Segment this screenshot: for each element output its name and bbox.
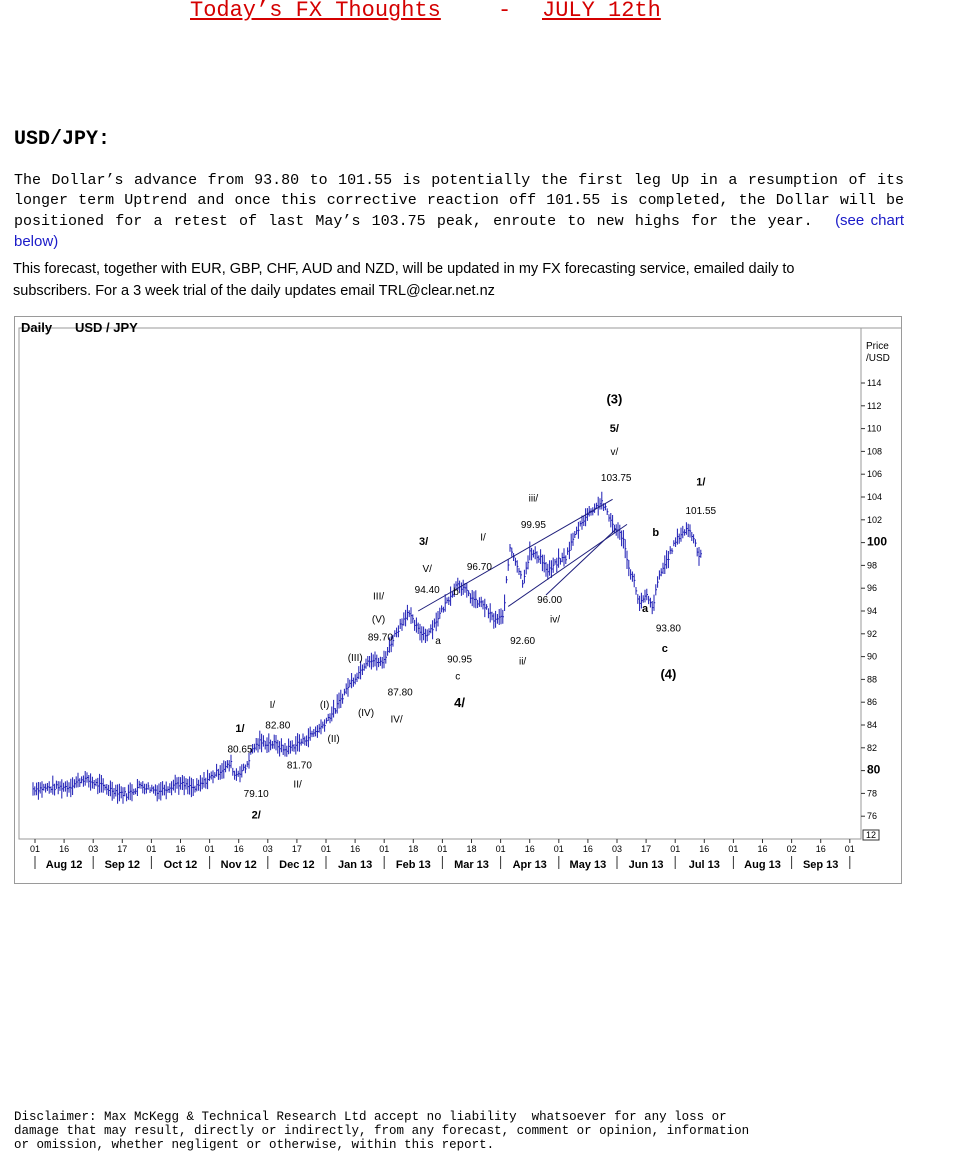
wave-annotation: 94.40 — [414, 584, 440, 596]
y-tick-label: 94 — [867, 606, 878, 616]
analysis-text: The Dollar’s advance from 93.80 to 101.55 is potentially the first leg Up in a resumption of its longer term Uptrend and once this corrective reaction off 101.55 is completed, the Dollar will be positioned for a retest of last May’s 103.75 peak, enroute to new highs for the year. — [14, 172, 904, 230]
wave-annotation: II/ — [293, 779, 302, 791]
y-tick-label: 92 — [867, 628, 878, 639]
wave-annotation: 3/ — [419, 535, 429, 548]
x-month-label: Mar 13 — [454, 859, 489, 871]
x-day-label: 02 — [786, 844, 797, 854]
wave-annotation: c — [661, 643, 668, 656]
x-day-label: 01 — [495, 844, 506, 854]
wave-annotation: 92.60 — [510, 636, 536, 648]
y-tick-label: 88 — [867, 674, 878, 685]
x-month-label: Jul 13 — [688, 859, 720, 871]
wave-annotation: iv/ — [550, 614, 560, 626]
wave-annotation: 1/ — [235, 722, 245, 735]
wave-annotation: 80.65 — [227, 744, 253, 756]
x-month-label: Aug 13 — [744, 859, 781, 871]
x-day-label: 01 — [146, 844, 157, 854]
wave-annotation: 103.75 — [600, 473, 632, 485]
wave-annotation: iii/ — [528, 493, 539, 505]
y-tick-label: 80 — [867, 762, 881, 777]
wave-annotation: 81.70 — [286, 760, 312, 772]
y-corner-label: 12 — [865, 830, 877, 840]
chart-title: USD / JPY — [75, 320, 138, 335]
wave-annotation: b — [453, 587, 459, 599]
y-tick-label: 112 — [867, 400, 882, 411]
x-day-label: 16 — [350, 844, 361, 854]
wave-annotation: 99.95 — [520, 519, 546, 531]
x-month-label: Dec 12 — [279, 859, 315, 871]
title-link[interactable]: Today’s FX Thoughts — [190, 0, 441, 23]
wave-annotation: 5/ — [609, 423, 619, 436]
wave-annotation: 90.95 — [447, 654, 473, 666]
wave-annotation: 1/ — [696, 476, 706, 489]
x-month-label: Feb 13 — [395, 859, 431, 871]
x-day-label: 16 — [233, 844, 244, 854]
x-day-label: 01 — [379, 844, 390, 854]
x-day-label: 16 — [582, 844, 593, 854]
x-day-label: 01 — [553, 844, 564, 854]
x-day-label: 01 — [844, 844, 855, 854]
y-axis-title: Price — [866, 341, 889, 352]
wave-annotation: (IV) — [357, 707, 375, 719]
y-tick-label: 102 — [867, 514, 883, 525]
forecast-line: subscribers. For a 3 week trial of the daily updates email TRL@clear.net.nz — [13, 283, 495, 299]
analysis-paragraph — [14, 171, 904, 253]
y-axis-title: /USD — [866, 353, 890, 364]
x-month-label: Apr 13 — [512, 859, 547, 871]
x-day-label: 01 — [204, 844, 215, 854]
wave-annotation: ii/ — [518, 656, 527, 668]
plot-frame — [19, 328, 861, 839]
forecast-note — [13, 258, 893, 302]
wave-annotation: (III) — [347, 653, 363, 665]
title-separator: - — [498, 0, 512, 23]
y-tick-label: 100 — [867, 534, 888, 549]
x-day-label: 01 — [29, 844, 41, 854]
section-heading: USD/JPY: — [14, 128, 111, 151]
wave-annotation: a — [435, 636, 441, 648]
x-day-label: 03 — [262, 844, 273, 854]
x-month-label: Jun 13 — [628, 859, 664, 871]
price-chart — [14, 316, 902, 884]
y-tick-label: 78 — [867, 788, 878, 799]
x-month-label: Jan 13 — [337, 859, 373, 871]
x-day-label: 18 — [466, 844, 477, 854]
x-month-label: Oct 12 — [163, 859, 198, 871]
y-tick-label: 82 — [867, 742, 878, 753]
x-day-label: 16 — [815, 844, 826, 854]
forecast-line: This forecast, together with EUR, GBP, CHF, AUD and NZD, will be updated in my FX forecasting service, emailed daily to — [13, 261, 795, 277]
x-day-label: 03 — [611, 844, 623, 854]
y-tick-label: 84 — [867, 720, 878, 730]
x-day-label: 17 — [641, 844, 652, 854]
y-tick-label: 110 — [867, 423, 882, 434]
wave-annotation: (I) — [319, 699, 330, 711]
y-tick-label: 98 — [867, 560, 878, 571]
x-day-label: 16 — [699, 844, 710, 854]
date-link[interactable]: JULY 12th — [542, 0, 661, 23]
wave-annotation: 101.55 — [685, 506, 717, 518]
y-tick-label: 106 — [867, 469, 883, 480]
trend-line — [418, 499, 612, 611]
wave-annotation: III/ — [373, 591, 385, 603]
disclaimer: Disclaimer: Max McKegg & Technical Research Ltd accept no liability whatsoever for any loss or damage that may result, directly or indirectly, from any forecast, comment or opinion, information or omission, whether negligent or otherwise, within this report. — [14, 1110, 750, 1152]
wave-annotation: c — [455, 671, 461, 683]
price-series-bars — [33, 492, 702, 804]
wave-annotation: 89.70 — [367, 632, 393, 644]
x-month-label: Nov 12 — [220, 859, 257, 871]
wave-annotation: 2/ — [251, 809, 261, 822]
period-label: Daily — [21, 320, 53, 335]
x-month-label: Sep 12 — [104, 859, 141, 871]
y-tick-label: 86 — [867, 697, 878, 708]
x-month-label: May 13 — [569, 859, 607, 871]
y-tick-label: 96 — [867, 583, 878, 594]
x-month-label: Aug 12 — [45, 859, 83, 871]
x-day-label: 16 — [757, 844, 768, 854]
wave-annotation: v/ — [610, 446, 619, 458]
chart-canvas — [15, 317, 901, 883]
y-tick-label: 76 — [867, 811, 878, 822]
x-month-label: Sep 13 — [802, 859, 839, 871]
wave-annotation: 87.80 — [387, 687, 413, 699]
x-day-label: 16 — [175, 844, 186, 854]
x-day-label: 01 — [728, 844, 739, 854]
wave-annotation: I/ — [269, 699, 276, 711]
wave-annotation: (3) — [606, 391, 623, 407]
x-day-label: 18 — [408, 844, 419, 854]
wave-annotation: a — [641, 603, 649, 616]
wave-annotation: b — [652, 526, 660, 539]
x-day-label: 16 — [524, 844, 535, 854]
wave-annotation: 93.80 — [655, 623, 681, 635]
wave-annotation: 4/ — [454, 694, 466, 710]
x-day-label: 01 — [670, 844, 681, 854]
wave-annotation: 79.10 — [243, 788, 269, 800]
x-day-label: 01 — [320, 844, 332, 854]
x-day-label: 17 — [291, 844, 302, 854]
y-tick-label: 114 — [867, 378, 882, 388]
wave-annotation: I/ — [480, 532, 486, 544]
y-tick-label: 104 — [867, 492, 883, 502]
wave-annotation: 82.80 — [265, 720, 291, 732]
wave-annotation: (4) — [660, 666, 677, 682]
y-tick-label: 90 — [867, 651, 878, 662]
x-day-label: 01 — [437, 844, 448, 854]
y-tick-label: 108 — [867, 446, 883, 457]
wave-annotation: 96.70 — [466, 561, 492, 573]
page-title — [0, 0, 978, 28]
wave-annotation: V/ — [422, 564, 432, 576]
wave-annotation: IV/ — [390, 714, 403, 726]
see-chart-link[interactable]: (see chart below) — [14, 212, 904, 250]
wave-annotation: (V) — [371, 614, 386, 626]
x-day-label: 03 — [88, 844, 99, 854]
wave-annotation: (II) — [327, 734, 340, 746]
x-day-label: 17 — [117, 844, 128, 854]
x-day-label: 16 — [59, 844, 70, 854]
wave-annotation: 96.00 — [537, 595, 563, 607]
